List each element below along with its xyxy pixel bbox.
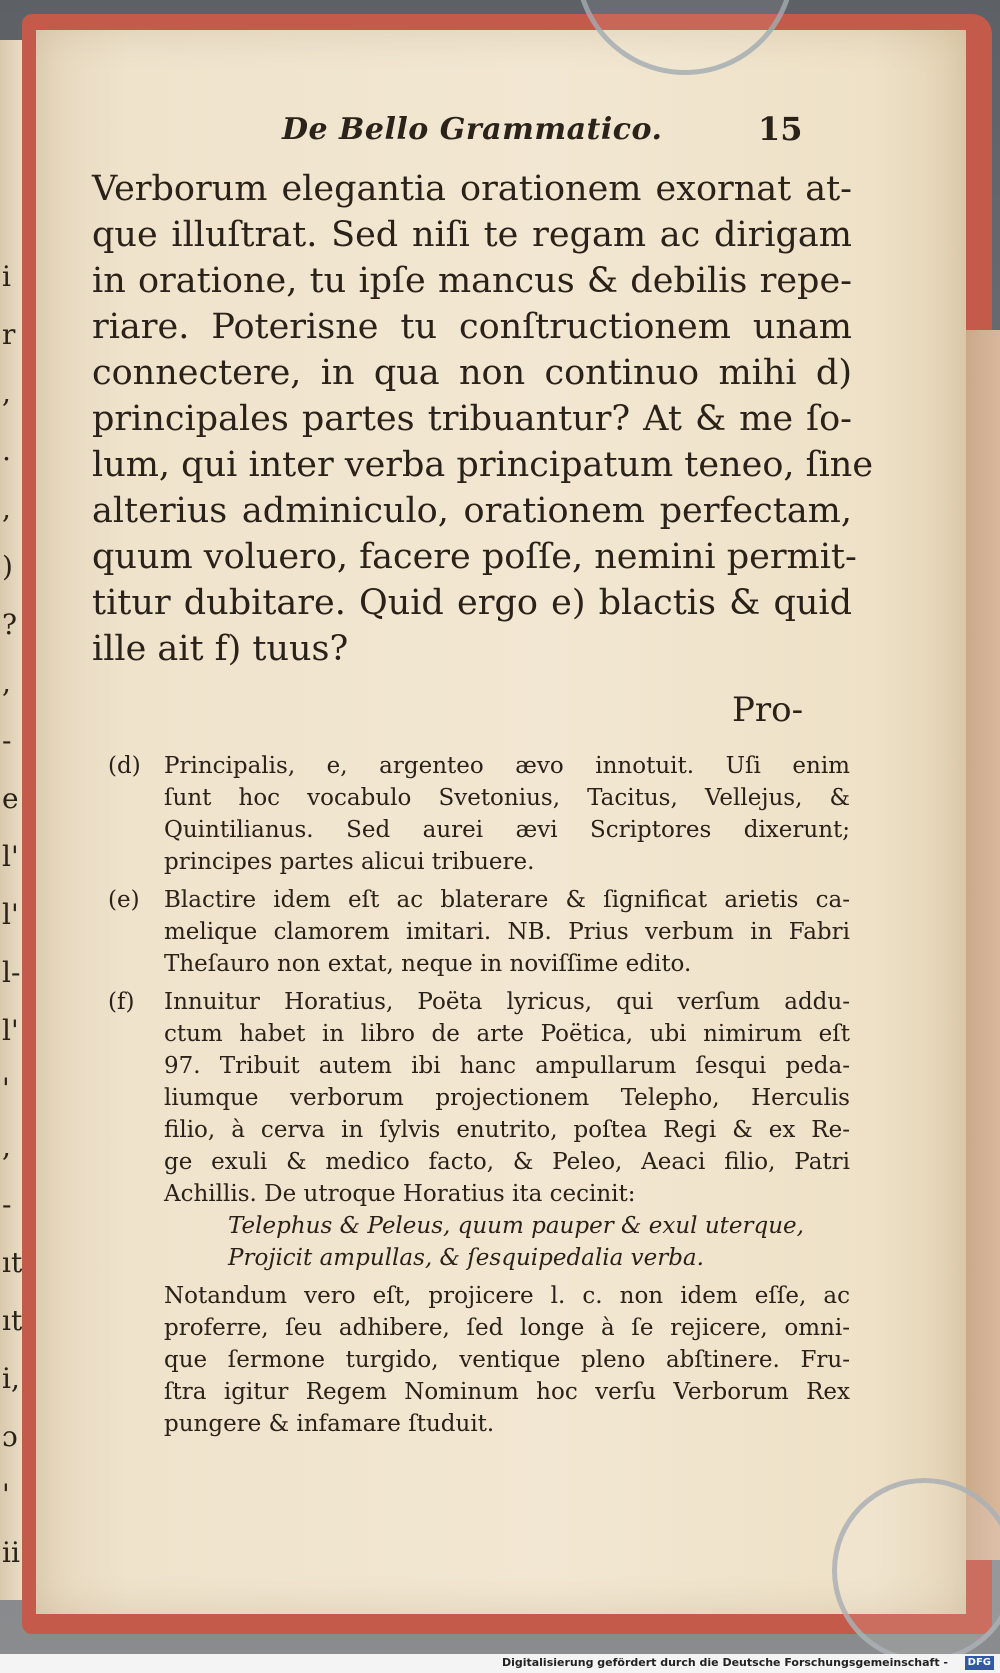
facing-page-mark: - [2,724,12,757]
running-title: De Bello Grammatico. [282,112,663,147]
facing-page-mark: - [2,1188,12,1221]
footnote-line: principes partes alicui tribuere. [164,849,535,875]
right-background-strip [964,330,1000,1560]
footnote-marker: (f) [108,989,135,1015]
dfg-logo: DFG [965,1656,994,1670]
quoted-verse-line: Telephus & Peleus, quum pauper & exul uterque, [228,1213,804,1239]
facing-page-mark: ɔ [2,1420,18,1453]
footnote-line: Blactire idem eſt ac blaterare & ſignificat arietis ca- [164,887,850,913]
facing-page-mark: r [2,318,16,351]
footnote [108,986,850,1274]
facing-page-mark: ) [2,550,13,583]
footnote [108,750,850,878]
footnote-line: Theſauro non extat, neque in noviſſime edito. [164,951,692,977]
text-line: titur dubitare. Quid ergo e) blactis & quid [92,583,852,623]
footnote-line: melique clamorem imitari. NB. Prius verbum in Fabri [164,919,850,945]
main-text [92,166,874,672]
footnote-continuation-line: que ſermone turgido, ventique pleno abſtinere. Fru- [164,1347,850,1373]
facing-page-mark: l- [2,956,21,989]
facing-page-mark: ıt [2,1304,23,1337]
facing-page-mark: i [2,260,11,293]
text-line: quum voluero, facere poſſe, nemini permit- [92,537,857,577]
footnote-continuation-line: Notandum vero eſt, projicere l. c. non idem eſſe, ac [164,1283,850,1309]
facing-page-mark: l' [2,1014,19,1047]
facing-page-mark: ? [2,608,18,641]
facing-page-mark: ıt [2,1246,23,1279]
footnote-line: Innuitur Horatius, Poëta lyricus, qui verſum addu- [164,989,850,1015]
catchword: Pro- [732,690,804,730]
page-number: 15 [758,110,803,148]
footnote-continuation-line: pungere & infamare ſtuduit. [164,1411,495,1437]
facing-page-mark: . [2,434,11,467]
text-line: principales partes tribuantur? At & me ſo- [92,399,852,439]
facing-page-mark: i, [2,1362,20,1395]
text-line: in oratione, tu ipſe mancus & debilis repe- [92,261,852,301]
footnote-line: Principalis, e, argenteo ævo innotuit. Uſi enim [164,753,850,779]
text-line: Verborum elegantia orationem exornat at- [92,169,852,209]
text-line: riare. Poterisne tu conſtructionem unam [92,307,852,347]
footnote-continuation-line: ſtra igitur Regem Nominum hoc verſu Verborum Rex [164,1379,850,1405]
footnote-marker: (e) [108,887,140,913]
facing-page-mark: , [2,1130,11,1163]
book-page [36,30,966,1614]
facing-page-margin-marks [0,40,22,1600]
footnote-continuation-line: proferre, ſeu adhibere, ſed longe à ſe rejicere, omni- [164,1315,850,1341]
footnotes [108,750,850,1440]
facing-page-mark: , [2,492,11,525]
footnote-line: Quintilianus. Sed aurei ævi Scriptores dixerunt; [164,817,850,843]
quoted-verse-line: Projicit ampullas, & ſesquipedalia verba. [228,1245,704,1271]
footnote-line: ge exuli & medico facto, & Peleo, Aeaci filio, Patri [164,1149,850,1175]
text-line: connectere, in qua non continuo mihi d) [92,353,852,393]
facing-page-mark: e [2,782,19,815]
text-line: ille ait f) tuus? [92,629,349,669]
facing-page-mark: ' [2,1072,10,1105]
footnote-line: 97. Tribuit autem ibi hanc ampullarum ſesqui peda- [164,1053,850,1079]
footnote [108,884,850,980]
footnote-line: filio, à cerva in ſylvis enutrito, poſtea Regi & ex Re- [164,1117,850,1143]
facing-page-mark: ' [2,1478,10,1511]
facing-page-mark: l' [2,898,19,931]
facing-page-mark: , [2,666,11,699]
text-line: lum, qui inter verba principatum teneo, ſine [92,445,874,485]
text-line: alterius adminiculo, orationem perfectam, [92,491,852,531]
facing-page-mark: , [2,376,11,409]
footer-credit: Digitalisierung gefördert durch die Deutsche Forschungsgemeinschaft - [501,1656,948,1669]
footnote-line: Achillis. De utroque Horatius ita cecinit: [164,1181,636,1207]
facing-page-mark: l' [2,840,19,873]
facing-page-mark: ii [2,1536,20,1569]
footnote-line: liumque verborum projectionem Telepho, Herculis [164,1085,850,1111]
text-line: que illuſtrat. Sed niſi te regam ac dirigam [92,215,852,255]
footnote-line: ſunt hoc vocabulo Svetonius, Tacitus, Vellejus, & [164,785,850,811]
footnote-line: ctum habet in libro de arte Poëtica, ubi nimirum eſt [164,1021,850,1047]
footnote-marker: (d) [108,753,141,779]
